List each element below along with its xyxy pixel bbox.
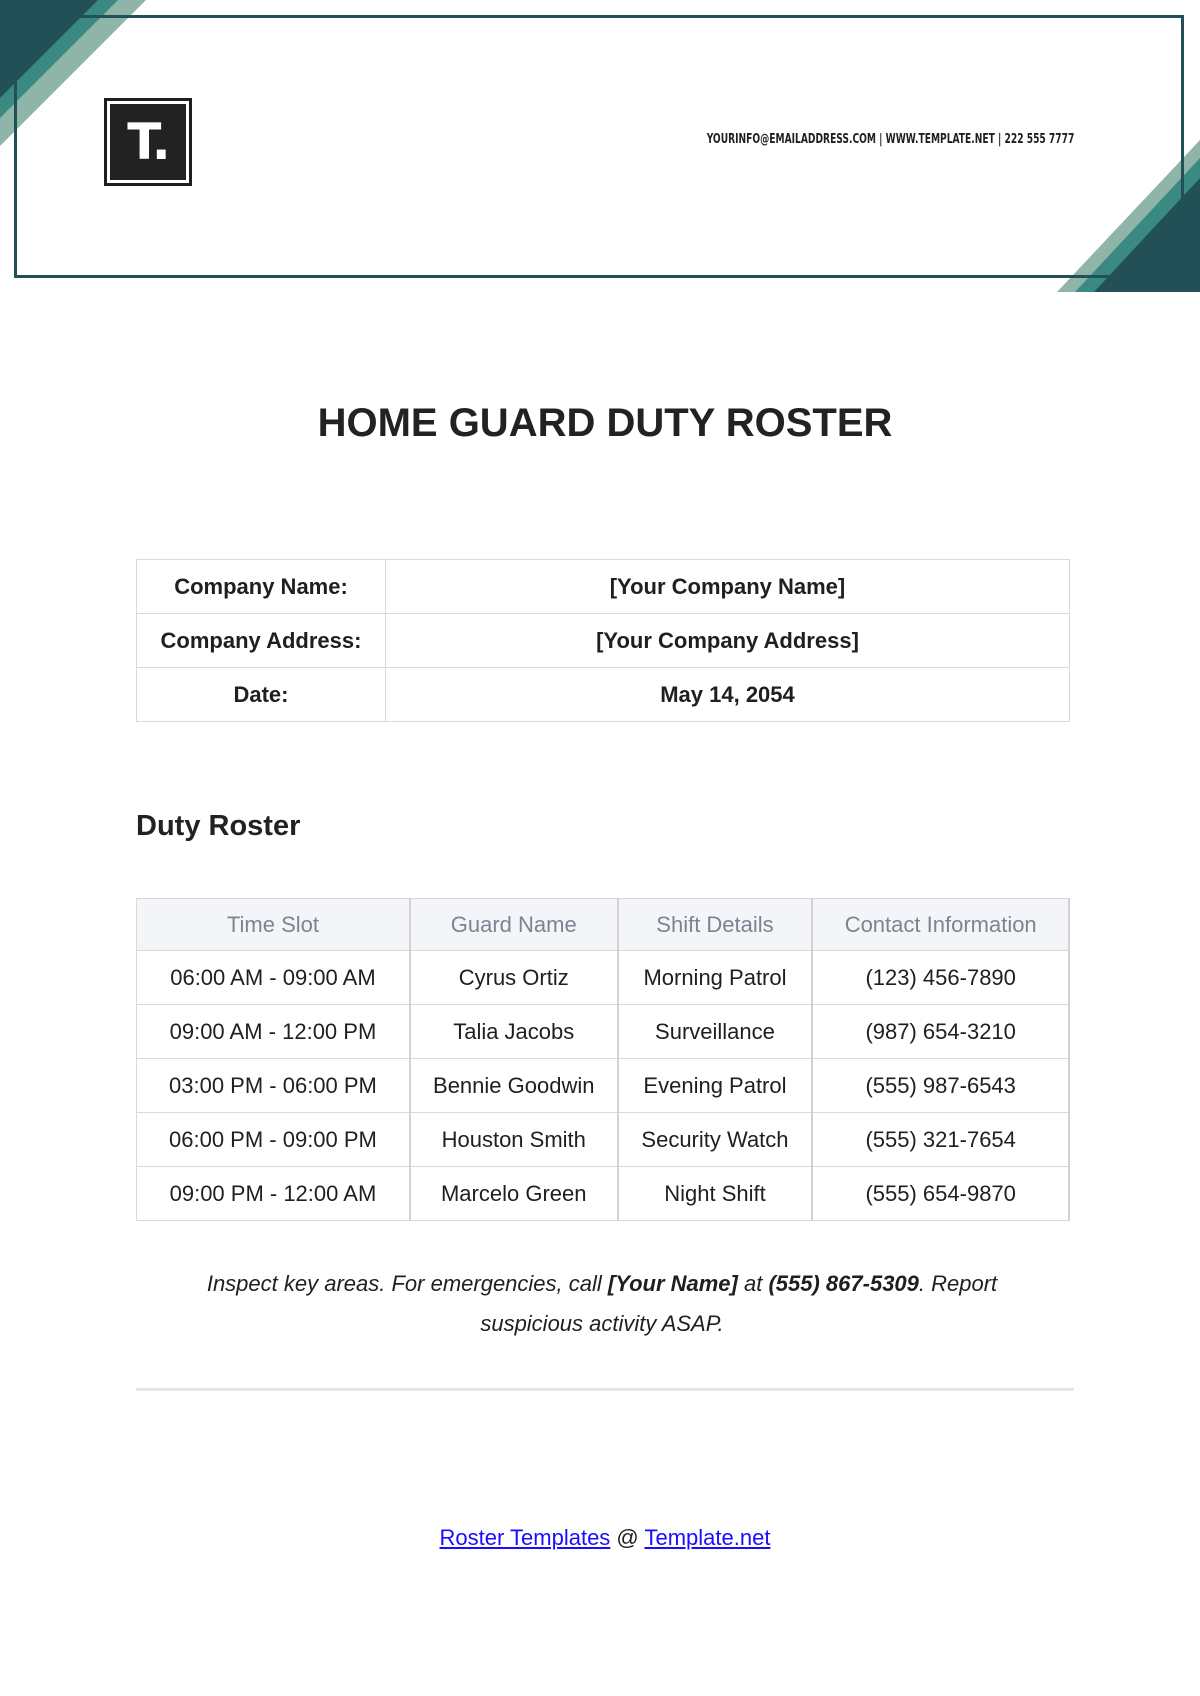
cell-time-slot: 09:00 PM - 12:00 AM (137, 1167, 410, 1221)
instruction-note (160, 1264, 1044, 1344)
info-value: [Your Company Name] (386, 560, 1070, 614)
info-value: [Your Company Address] (386, 614, 1070, 668)
header-shift-details: Shift Details (618, 899, 813, 951)
info-label: Company Name: (137, 560, 386, 614)
info-row (137, 560, 1070, 614)
info-row (137, 614, 1070, 668)
section-title: Duty Roster (136, 810, 301, 842)
cell-time-slot: 03:00 PM - 06:00 PM (137, 1059, 410, 1113)
cell-guard-name: Houston Smith (410, 1113, 618, 1167)
cell-guard-name: Marcelo Green (410, 1167, 618, 1221)
company-info-table (136, 559, 1070, 722)
info-row (137, 668, 1070, 722)
cell-contact: (555) 987-6543 (812, 1059, 1069, 1113)
note-text: Inspect key areas. For emergencies, call (206, 1271, 608, 1296)
page-title: HOME GUARD DUTY ROSTER (317, 401, 893, 445)
logo (104, 98, 192, 186)
cell-shift-details: Evening Patrol (618, 1059, 813, 1113)
cell-time-slot: 06:00 AM - 09:00 AM (137, 951, 410, 1005)
logo-letter: T. (110, 104, 186, 180)
table-row (137, 1005, 1070, 1059)
cell-time-slot: 09:00 AM - 12:00 PM (137, 1005, 410, 1059)
note-text: at (737, 1271, 769, 1296)
template-net-link[interactable]: Template.net (644, 1525, 771, 1550)
cell-shift-details: Surveillance (618, 1005, 813, 1059)
header-time-slot: Time Slot (137, 899, 410, 951)
cell-shift-details: Night Shift (618, 1167, 813, 1221)
roster-header-row (137, 899, 1070, 951)
info-label: Company Address: (137, 614, 386, 668)
cell-contact: (555) 654-9870 (812, 1167, 1069, 1221)
header-contact-information: Contact Information (812, 899, 1069, 951)
note-contact-name: [Your Name] (607, 1271, 738, 1296)
cell-shift-details: Security Watch (618, 1113, 813, 1167)
cell-guard-name: Cyrus Ortiz (410, 951, 618, 1005)
table-row (137, 1167, 1070, 1221)
cell-contact: (987) 654-3210 (812, 1005, 1069, 1059)
cell-guard-name: Bennie Goodwin (410, 1059, 618, 1113)
info-value: May 14, 2054 (386, 668, 1070, 722)
roster-table (136, 898, 1070, 1221)
footer (0, 1525, 1200, 1551)
cell-time-slot: 06:00 PM - 09:00 PM (137, 1113, 410, 1167)
cell-guard-name: Talia Jacobs (410, 1005, 618, 1059)
cell-contact: (123) 456-7890 (812, 951, 1069, 1005)
info-label: Date: (137, 668, 386, 722)
roster-templates-link[interactable]: Roster Templates (439, 1525, 611, 1550)
cell-contact: (555) 321-7654 (812, 1113, 1069, 1167)
header-guard-name: Guard Name (410, 899, 618, 951)
divider (136, 1388, 1074, 1391)
cell-shift-details: Morning Patrol (618, 951, 813, 1005)
table-row (137, 951, 1070, 1005)
table-row (137, 1113, 1070, 1167)
note-text: . Report suspicious activity ASAP. (480, 1271, 998, 1336)
footer-separator: @ (610, 1525, 645, 1550)
table-row (137, 1059, 1070, 1113)
contact-info: YOURINFO@EMAILADDRESS.COM | WWW.TEMPLATE.NET | 222 555 7777 (706, 132, 1074, 147)
note-phone: (555) 867-5309 (768, 1271, 919, 1296)
